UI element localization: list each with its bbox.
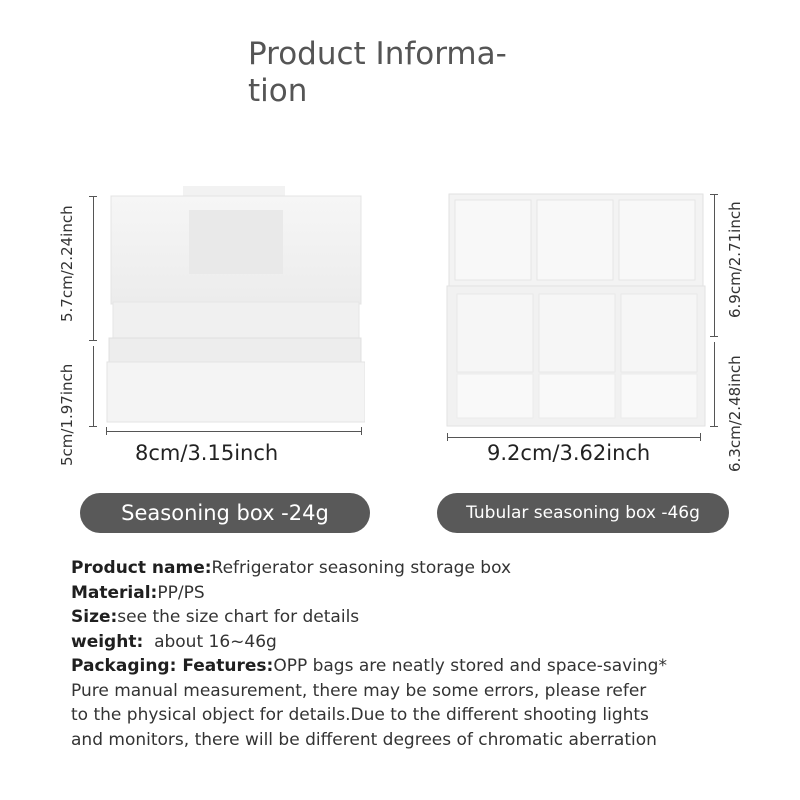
seasoning-height-bottom: 5cm/1.97inch [58, 363, 76, 466]
tubular-box-label-text: Tubular seasoning box -46g [466, 503, 700, 523]
info-row-weight: weight: about 16~46g [71, 631, 277, 652]
seasoning-height-top: 5.7cm/2.24inch [58, 205, 76, 322]
note-line-2: to the physical object for details.Due to the different shooting lights [71, 705, 649, 725]
seasoning-box-image [105, 182, 365, 426]
tubular-box-label [437, 493, 729, 533]
seasoning-box-label [80, 493, 370, 533]
seasoning-width: 8cm/3.15inch [135, 441, 279, 465]
product-info [71, 556, 771, 752]
note-line-1: Pure manual measurement, there may be some errors, please refer [71, 680, 647, 701]
info-row-size: Size:see the size chart for details [71, 607, 360, 627]
info-row-name: Product name:Refrigerator seasoning storage box [71, 558, 512, 578]
info-row-packaging: Packaging: Features:OPP bags are neatly stored and space-saving* [71, 656, 667, 676]
tubular-height-top: 6.9cm/2.71inch [726, 201, 744, 318]
title-line-2: tion [248, 73, 308, 109]
tubular-box-image [445, 190, 707, 428]
seasoning-box-label-text: Seasoning box -24g [121, 501, 329, 525]
page-title [248, 36, 507, 110]
title-line-1: Product Informa- [248, 36, 507, 72]
tubular-width: 9.2cm/3.62inch [487, 441, 651, 465]
tubular-height-bottom: 6.3cm/2.48inch [726, 355, 744, 472]
info-row-material: Material:PP/PS [71, 582, 205, 603]
note-line-3: and monitors, there will be different degrees of chromatic aberration [71, 729, 657, 750]
